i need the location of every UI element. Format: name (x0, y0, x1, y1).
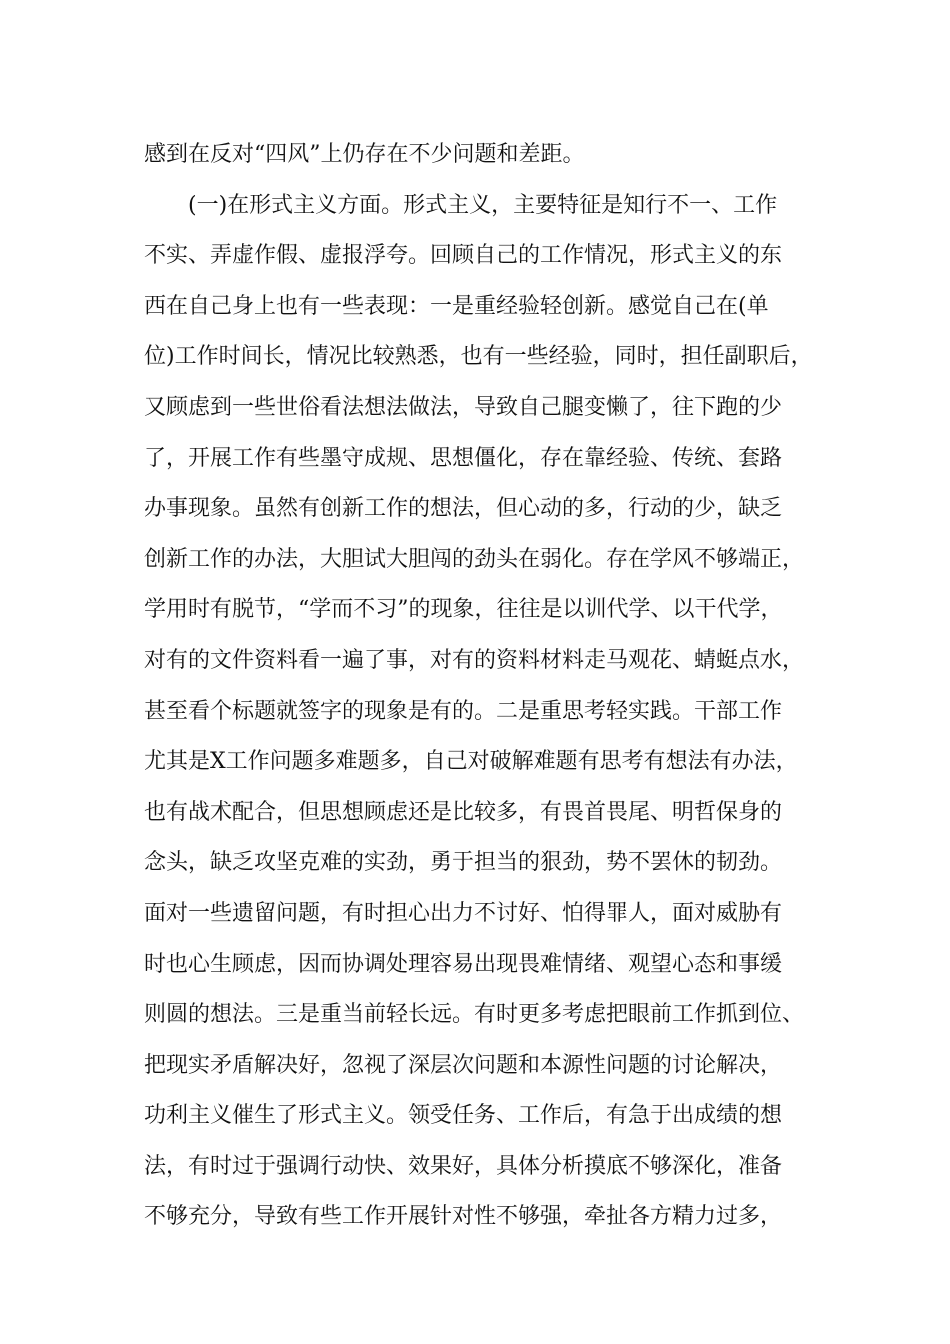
text-line: 西在自己身上也有一些表现：一是重经验轻创新。感觉自己在(单 (144, 293, 769, 319)
text-line: 学用时有脱节，“学而不习”的现象，往往是以训代学、以干代学， (144, 597, 783, 623)
text-line: 不够充分，导致有些工作开展针对性不够强，牵扯各方精力过多， (144, 1204, 783, 1230)
text-line: 则圆的想法。三是重当前轻长远。有时更多考虑把眼前工作抓到位、 (144, 1002, 805, 1028)
text-line: 念头，缺乏攻坚克难的实劲，勇于担当的狠劲，势不罢休的韧劲。 (144, 850, 783, 876)
text-line: 感到在反对“四风”上仍存在不少问题和差距。 (144, 142, 585, 167)
text-line: 了，开展工作有些墨守成规、思想僵化，存在靠经验、传统、套路 (144, 445, 783, 471)
text-line: 时也心生顾虑，因而协调处理容易出现畏难情绪、观望心态和事缓 (144, 951, 783, 977)
text-line: 功利主义催生了形式主义。领受任务、工作后，有急于出成绩的想 (144, 1103, 783, 1129)
text-line: 不实、弄虚作假、虚报浮夸。回顾自己的工作情况，形式主义的东 (144, 243, 783, 269)
text-line: 位)工作时间长，情况比较熟悉，也有一些经验，同时，担任副职后， (144, 344, 813, 370)
text-line: 办事现象。虽然有创新工作的想法，但心动的多，行动的少，缺乏 (144, 496, 783, 522)
text-line: 法，有时过于强调行动快、效果好，具体分析摸底不够深化，准备 (144, 1153, 783, 1179)
text-line: 面对一些遗留问题，有时担心出力不讨好、怕得罪人，面对威胁有 (144, 900, 783, 926)
text-line: 也有战术配合，但思想顾虑还是比较多，有畏首畏尾、明哲保身的 (144, 799, 783, 825)
body-text (144, 130, 834, 1243)
text-line: (一)在形式主义方面。形式主义，主要特征是知行不一、工作 (144, 192, 778, 218)
text-line: 把现实矛盾解决好，忽视了深层次问题和本源性问题的讨论解决， (144, 1052, 783, 1078)
text-line: 又顾虑到一些世俗看法想法做法，导致自己腿变懒了，往下跑的少 (144, 394, 783, 420)
text-line: 对有的文件资料看一遍了事，对有的资料材料走马观花、蜻蜓点水， (144, 647, 805, 673)
text-line: 甚至看个标题就签字的现象是有的。二是重思考轻实践。干部工作 (144, 698, 783, 724)
text-line: 尤其是X工作问题多难题多，自己对破解难题有思考有想法有办法， (144, 749, 798, 775)
text-line: 创新工作的办法，大胆试大胆闯的劲头在弱化。存在学风不够端正， (144, 546, 805, 572)
